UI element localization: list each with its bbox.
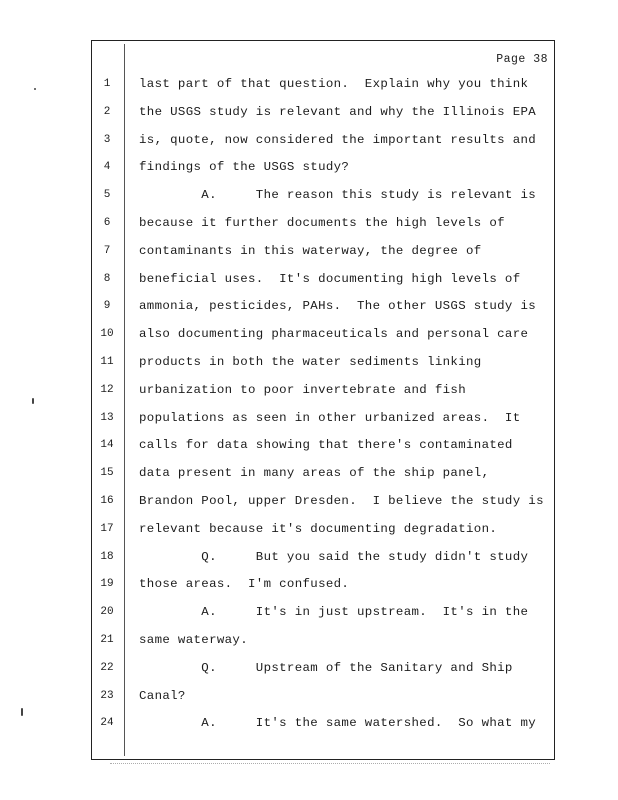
- line-text: urbanization to poor invertebrate and fish: [139, 382, 466, 397]
- transcript-line: [0, 106, 618, 126]
- line-number: 19: [100, 578, 114, 591]
- transcript-line: [0, 523, 618, 543]
- transcript-line: [0, 439, 618, 459]
- transcript-line: [0, 412, 618, 432]
- line-text: the USGS study is relevant and why the Illinois EPA: [139, 104, 537, 119]
- line-number: 22: [100, 661, 114, 674]
- transcript-line: [0, 717, 618, 737]
- line-text: Q. But you said the study didn't study: [139, 549, 529, 564]
- line-text: Canal?: [139, 688, 186, 703]
- line-text: data present in many areas of the ship panel,: [139, 466, 490, 481]
- line-number: 21: [100, 634, 114, 646]
- scan-speck: [34, 88, 36, 90]
- transcript-line: [0, 467, 618, 487]
- line-number: 20: [100, 606, 114, 619]
- line-text: relevant because it's documenting degradation.: [139, 521, 498, 536]
- scan-noise: [110, 763, 550, 766]
- line-text: beneficial uses. It's documenting high levels of: [139, 271, 521, 286]
- transcript-line: [0, 551, 618, 571]
- transcript-line: [0, 356, 618, 376]
- scan-speck: [32, 398, 34, 404]
- line-text: A. It's the same watershed. So what my: [139, 716, 537, 731]
- transcript-line: [0, 161, 618, 181]
- line-number: 15: [100, 467, 114, 480]
- transcript-line: [0, 578, 618, 598]
- line-text: A. The reason this study is relevant is: [139, 188, 537, 203]
- line-number: 2: [103, 105, 111, 118]
- transcript-line: [0, 662, 618, 682]
- line-text: is, quote, now considered the important results and: [139, 132, 537, 147]
- line-text: same waterway.: [139, 633, 248, 647]
- line-text: populations as seen in other urbanized areas. It: [139, 410, 521, 425]
- transcript-line: [0, 384, 618, 404]
- transcript-line: [0, 606, 618, 626]
- line-text: also documenting pharmaceuticals and personal care: [139, 327, 529, 342]
- transcript-line: [0, 634, 618, 654]
- transcript-line: [0, 134, 618, 154]
- line-number: 1: [103, 78, 111, 90]
- line-number: 6: [103, 217, 111, 229]
- line-number: 7: [103, 244, 111, 257]
- line-number: 12: [100, 383, 114, 396]
- scan-speck: [21, 708, 23, 716]
- transcript-line: [0, 328, 618, 348]
- line-number: 4: [103, 161, 111, 174]
- transcript-line: [0, 78, 618, 98]
- line-number: 14: [100, 439, 114, 452]
- line-number: 18: [100, 550, 114, 563]
- line-text: last part of that question. Explain why you think: [139, 77, 529, 91]
- line-text: ammonia, pesticides, PAHs. The other USGS study is: [139, 299, 537, 314]
- line-text: products in both the water sediments linking: [139, 355, 482, 369]
- line-number: 13: [100, 411, 114, 424]
- line-number: 16: [100, 495, 114, 507]
- line-text: Q. Upstream of the Sanitary and Ship: [139, 660, 513, 675]
- transcript-line: [0, 189, 618, 209]
- line-text: findings of the USGS study?: [139, 160, 350, 175]
- transcript-line: [0, 273, 618, 293]
- line-text: Brandon Pool, upper Dresden. I believe the study is: [139, 494, 544, 508]
- line-number: 5: [103, 189, 111, 202]
- transcript-line: [0, 245, 618, 265]
- transcript-line: [0, 690, 618, 710]
- line-text: calls for data showing that there's contaminated: [139, 438, 513, 453]
- transcript-line: [0, 217, 618, 237]
- transcript-line: [0, 300, 618, 320]
- line-text: those areas. I'm confused.: [139, 577, 350, 592]
- line-number: 11: [100, 356, 114, 368]
- line-number: 10: [100, 328, 114, 341]
- line-text: because it further documents the high levels of: [139, 216, 505, 230]
- line-text: A. It's in just upstream. It's in the: [139, 605, 529, 620]
- line-number: 23: [100, 689, 114, 702]
- line-number: 9: [103, 300, 111, 313]
- line-text: contaminants in this waterway, the degree of: [139, 243, 482, 258]
- page-number: Page 38: [496, 53, 548, 66]
- line-number: 8: [103, 272, 111, 285]
- line-number: 3: [103, 133, 111, 146]
- transcript-line: [0, 495, 618, 515]
- line-number: 17: [100, 522, 114, 535]
- line-number: 24: [100, 717, 114, 730]
